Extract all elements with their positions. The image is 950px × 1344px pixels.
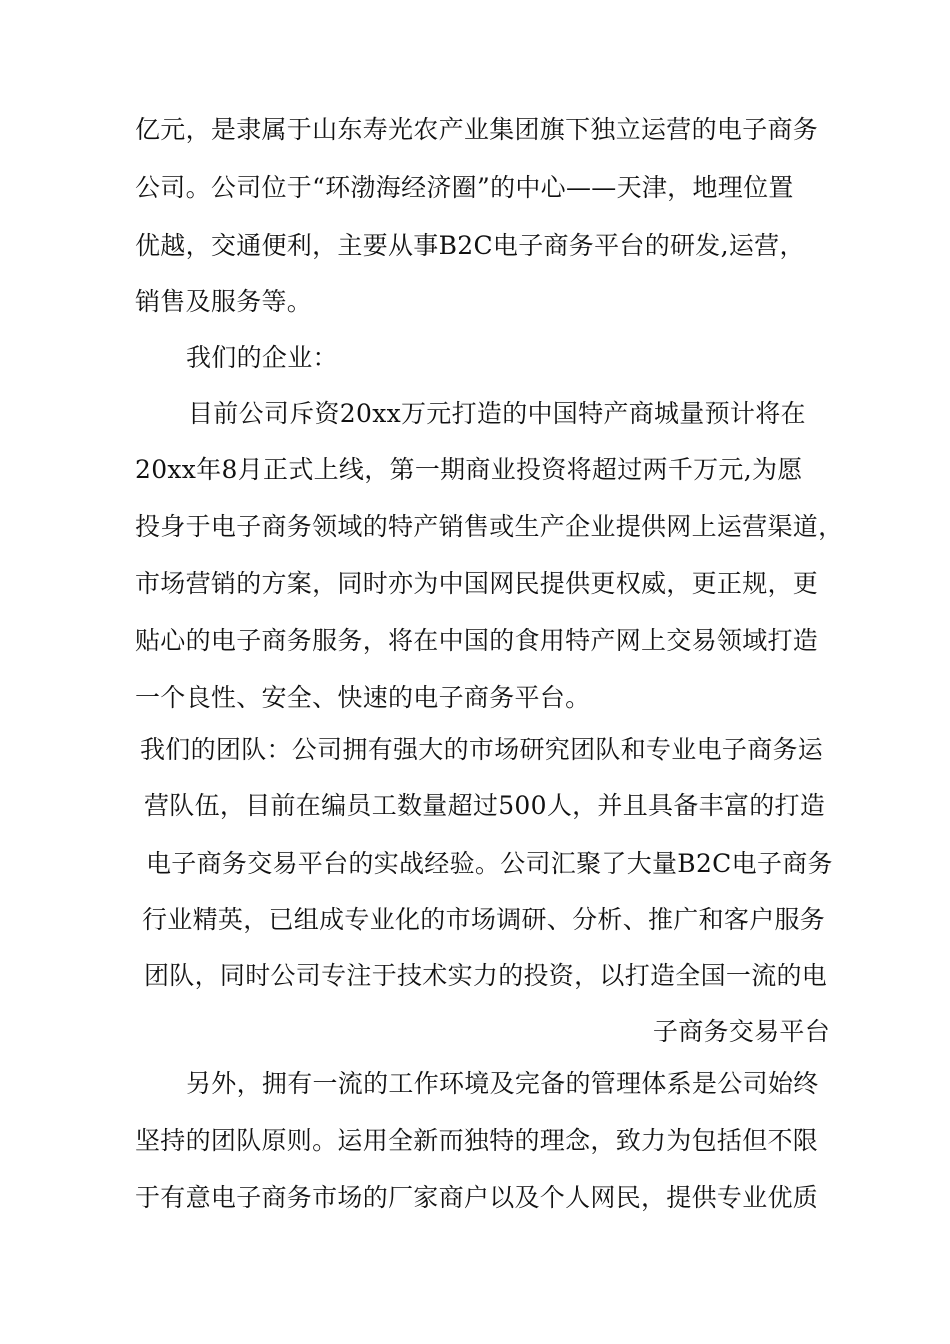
text-line: 行业精英，已组成专业化的市场调研、分析、推广和客户服务: [142, 905, 826, 934]
text-line: 营队伍，目前在编员工数量超过500人，并且具备丰富的打造: [144, 791, 826, 820]
text-line: 团队，同时公司专注于技术实力的投资，以打造全国一流的电: [144, 961, 828, 990]
text-line-right-aligned: 子商务交易平台: [652, 1017, 830, 1046]
text-line: 另外，拥有一流的工作环境及完备的管理体系是公司始终: [186, 1069, 819, 1098]
text-line: 投身于电子商务领域的特产销售或生产企业提供网上运营渠道，: [135, 512, 844, 541]
text-line: 于有意电子商务市场的厂家商户以及个人网民，提供专业优质: [135, 1183, 819, 1212]
text-line: 公司。公司位于“环渤海经济圈”的中心——天津，地理位置: [135, 173, 794, 202]
text-line: 销售及服务等。: [135, 287, 313, 316]
text-line: 电子商务交易平台的实战经验。公司汇聚了大量B2C电子商务: [146, 849, 833, 878]
text-line: 20xx年8月正式上线，第一期商业投资将超过两千万元,为愿: [135, 455, 803, 484]
text-line: 贴心的电子商务服务，将在中国的食用特产网上交易领域打造: [135, 626, 819, 655]
text-line: 优越，交通便利，主要从事B2C电子商务平台的研发,运营，: [135, 231, 805, 260]
text-line: 目前公司斥资20xx万元打造的中国特产商城量预计将在: [188, 399, 806, 428]
text-line: 亿元，是隶属于山东寿光农产业集团旗下独立运营的电子商务: [135, 115, 819, 144]
section-heading-team: 我们的团队：公司拥有强大的市场研究团队和专业电子商务运: [140, 735, 824, 764]
text-line: 坚持的团队原则。运用全新而独特的理念，致力为包括但不限: [135, 1126, 819, 1155]
text-line: 一个良性、安全、快速的电子商务平台。: [135, 683, 591, 712]
section-heading-enterprise: 我们的企业：: [186, 343, 338, 372]
text-line: 市场营销的方案，同时亦为中国网民提供更权威，更正规，更: [135, 569, 819, 598]
